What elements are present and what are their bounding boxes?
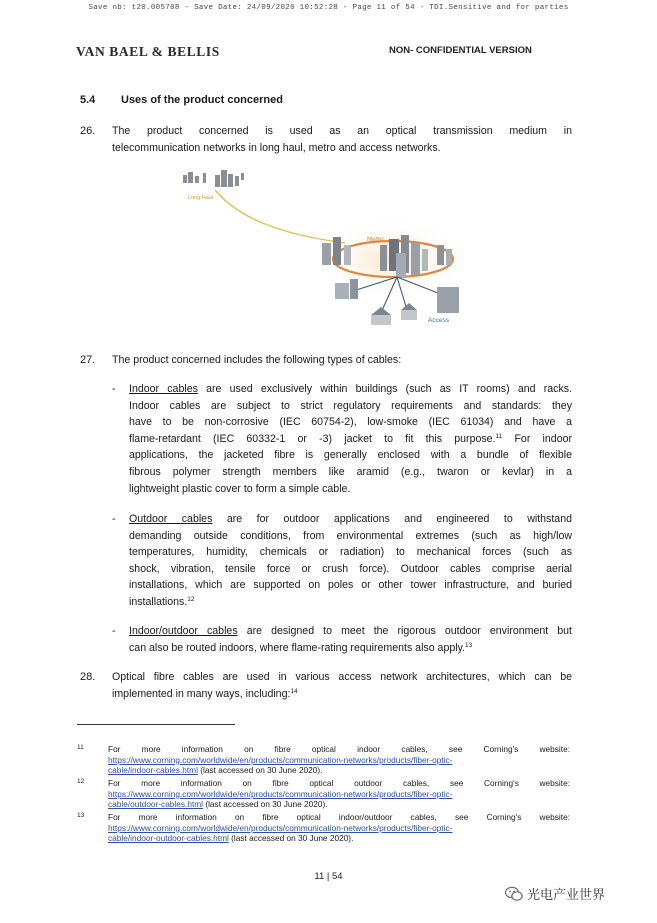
long-haul-fiber <box>215 190 345 243</box>
para-26-number: 26. <box>80 125 96 137</box>
footnote-number: 13 <box>77 812 85 819</box>
save-info-line: Save nb: t20.005708 - Save Date: 24/09/2020 10:52:28 - Page 11 of 54 - TDI.Sensitive and for parties <box>88 4 569 12</box>
bullet-dash: - <box>112 383 116 395</box>
access-label: Access <box>428 317 449 324</box>
footnote-ref[interactable]: 13 <box>465 641 473 649</box>
footnote-ref[interactable]: 12 <box>187 595 195 603</box>
footnote-tail: (last accessed on 30 June 2020). <box>203 799 328 810</box>
term-indoor-cables: Indoor cables <box>129 383 198 395</box>
para-26-line: telecommunication networks in long haul, metro and access networks. <box>112 141 441 154</box>
footnote-ref[interactable]: 14 <box>290 687 298 695</box>
bullet-line: For indoor <box>502 432 572 445</box>
metro-label: Metro <box>367 236 384 243</box>
watermark-text: 光电产业世界 <box>527 887 606 902</box>
bullet-indoor-cables <box>129 381 572 497</box>
bullet-line: fibrous polymer strength members like aramid (e.g., twaron or kevlar) in a <box>129 465 572 478</box>
footnote-link[interactable]: https://www.corning.com/worldwide/en/products/communication-networks/products/fiber-optic- <box>108 754 453 765</box>
footnote-tail: (last accessed on 30 June 2020). <box>228 833 354 844</box>
long-haul-buildings <box>183 170 244 187</box>
bullet-line: flame-retardant (IEC 60332-1 or -3) jacket to fit this purpose. <box>129 432 496 445</box>
para-28-number: 28. <box>80 671 96 683</box>
para-28-text <box>112 669 572 702</box>
footnote-separator <box>77 724 235 725</box>
footnote-number: 12 <box>77 778 85 785</box>
wechat-icon <box>505 886 523 905</box>
footnote-ref[interactable]: 11 <box>495 432 503 440</box>
confidentiality-label: NON- CONFIDENTIAL VERSION <box>389 45 532 56</box>
footnote-link[interactable]: cable/indoor-cables.html <box>108 765 198 776</box>
bullet-dash: - <box>112 513 116 525</box>
bullet-line: installations. <box>129 595 188 608</box>
bullet-line: applications, the jacketed fibre is generally enclosed with a bundle of flexible <box>129 449 572 462</box>
footnote-link[interactable]: cable/indoor-outdoor-cables.html <box>108 833 229 844</box>
bullet-dash: - <box>112 625 116 637</box>
bullet-text: are used exclusively within buildings (such as IT rooms) and racks. <box>197 383 572 395</box>
footnote-link[interactable]: https://www.corning.com/worldwide/en/products/communication-networks/products/fiber-optic- <box>108 822 453 833</box>
para-26-line: The product concerned is used as an optical transmission medium in <box>112 125 572 137</box>
bullet-line: lightweight plastic cover to form a simple cable. <box>129 482 351 495</box>
footnote-link[interactable]: https://www.corning.com/worldwide/en/products/communication-networks/products/fiber-optic- <box>108 788 453 799</box>
watermark <box>505 884 605 905</box>
footnote-12 <box>108 778 570 810</box>
para-27-text: The product concerned includes the following types of cables: <box>112 354 402 366</box>
section-number: 5.4 <box>80 94 96 106</box>
footnote-number: 11 <box>77 744 84 751</box>
firm-name: VAN BAEL & BELLIS <box>76 44 220 59</box>
footnote-intro: For more information on fibre optical indoor/outdoor cables, see Corning's website: <box>108 812 570 822</box>
bullet-line: installations, which are supported on poles or other tower infrastructure, and buried <box>129 579 572 592</box>
footnote-link[interactable]: cable/outdoor-cables.html <box>108 799 204 810</box>
bullet-line: shock, vibration, tensile force or crush force). Outdoor cables comprise aerial <box>129 562 572 575</box>
bullet-outdoor-cables <box>129 511 572 611</box>
para-28-line: Optical fibre cables are used in various access network architectures, which can be <box>112 671 572 683</box>
term-indoor-outdoor-cables: Indoor/outdoor cables <box>129 625 238 637</box>
footnote-intro: For more information on fibre optical outdoor cables, see Corning's website: <box>108 778 570 788</box>
section-title: Uses of the product concerned <box>121 94 283 106</box>
para-27-number: 27. <box>80 354 96 366</box>
bullet-text: are for outdoor applications and engineered to withstand <box>212 513 572 525</box>
footnote-11 <box>108 744 570 776</box>
bullet-line: can also be routed indoors, where flame-rating requirements also apply. <box>129 641 466 654</box>
long-haul-label: Long Haul <box>188 195 214 201</box>
network-diagram <box>175 165 475 340</box>
bullet-indoor-outdoor-cables <box>129 623 572 656</box>
footnote-13 <box>108 812 570 844</box>
para-26-text <box>112 123 572 156</box>
bullet-line: Indoor cables are subject to strict regulatory requirements and standards: they <box>129 399 572 412</box>
bullet-line: demanding outside conditions, from environmental extremes (such as high/low <box>129 529 572 542</box>
footnote-intro: For more information on fibre optical indoor cables, see Corning's website: <box>108 744 570 754</box>
page-number: 11 | 54 <box>314 871 343 882</box>
footnote-tail: (last accessed on 30 June 2020). <box>197 765 323 776</box>
bullet-text: are designed to meet the rigorous outdoor environment but <box>237 625 572 637</box>
para-28-line: implemented in many ways, including: <box>112 687 291 700</box>
bullet-line: temperatures, humidity, chemicals or radiation) to mechanical forces (such as <box>129 546 572 559</box>
term-outdoor-cables: Outdoor cables <box>129 513 213 525</box>
bullet-line: have to be non-corrosive (IEC 60754-2), low-smoke (IEC 61034) and have a <box>129 416 572 429</box>
